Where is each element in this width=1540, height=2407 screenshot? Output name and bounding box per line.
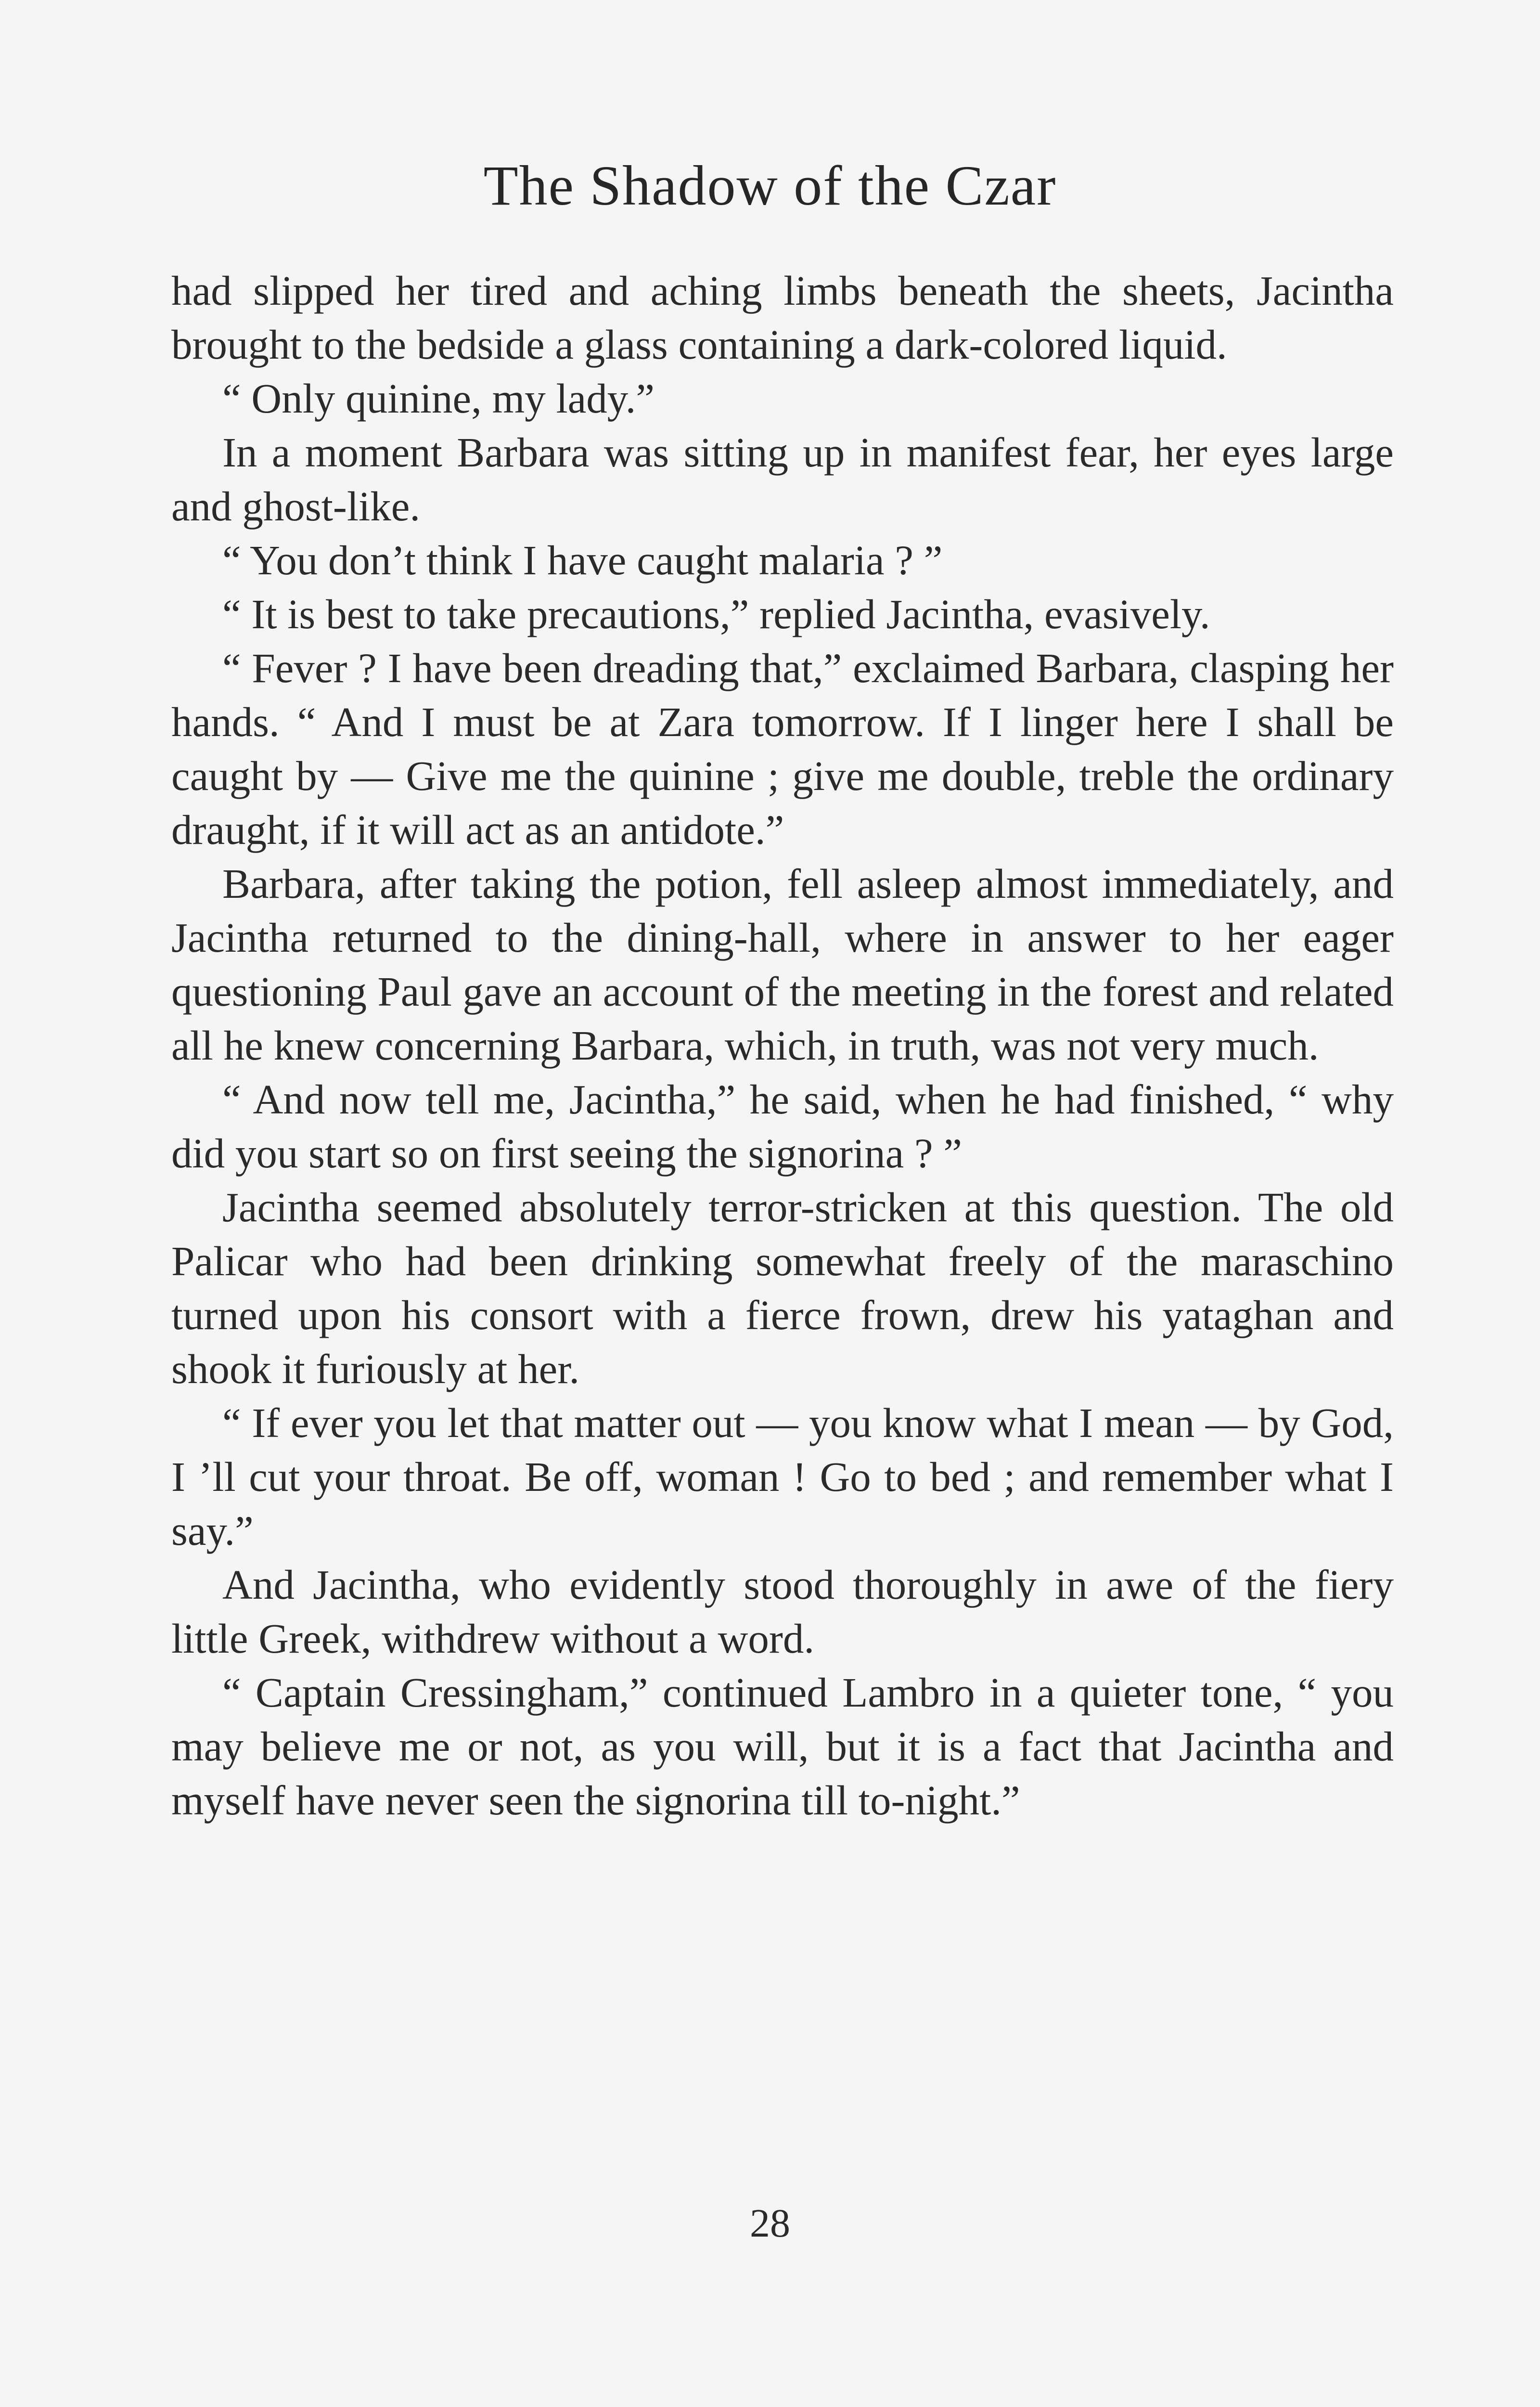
paragraph: “ Captain Cressingham,” continued Lambro in a quieter tone, “ you may believe me or not, as you will, but it is a fact that Jacintha and myself have never seen the signorina till to-night.” (171, 1669, 1394, 1824)
paragraph: “ And now tell me, Jacintha,” he said, when he had finished, “ why did you start so on first seeing the signorina ? ” (171, 1076, 1394, 1177)
paragraph: And Jacintha, who evidently stood thoroughly in awe of the fiery little Greek, withdrew without a word. (171, 1561, 1394, 1662)
paragraph: “ You don’t think I have caught malaria ? ” (222, 537, 943, 583)
running-head: The Shadow of the Czar (483, 154, 1057, 217)
paragraph: “ It is best to take precautions,” replied Jacintha, evasively. (222, 591, 1210, 637)
paragraph: had slipped her tired and aching limbs beneath the sheets, Jacintha brought to the bedside a glass containing a dark-colored liquid. (171, 267, 1394, 368)
paragraph: “ Only quinine, my lady.” (222, 375, 654, 422)
body-text (171, 264, 1394, 1827)
paragraph: In a moment Barbara was sitting up in manifest fear, her eyes large and ghost-like. (171, 429, 1394, 530)
paragraph: Barbara, after taking the potion, fell asleep almost immediately, and Jacintha returned to the dining-hall, where in answer to her eager questioning Paul gave an account of the meeting in the forest and related all he knew concerning Barbara, which, in truth, was not very much. (171, 860, 1394, 1069)
paragraph: “ Fever ? I have been dreading that,” exclaimed Barbara, clasping her hands. “ And I must be at Zara tomorrow. If I linger here I shall be caught by — Give me the quinine ; give me double, treble the ordinary draught, if it will act as an antidote.” (171, 645, 1394, 853)
page-number: 28 (750, 2201, 790, 2246)
paragraph: Jacintha seemed absolutely terror-stricken at this question. The old Palicar who had been drinking somewhat freely of the maraschino turned upon his consort with a fierce frown, drew his yataghan and shook it furiously at her. (171, 1184, 1394, 1392)
paragraph: “ If ever you let that matter out — you know what I mean — by God, I ’ll cut your throat. Be off, woman ! Go to bed ; and remember what I say.” (171, 1399, 1394, 1554)
